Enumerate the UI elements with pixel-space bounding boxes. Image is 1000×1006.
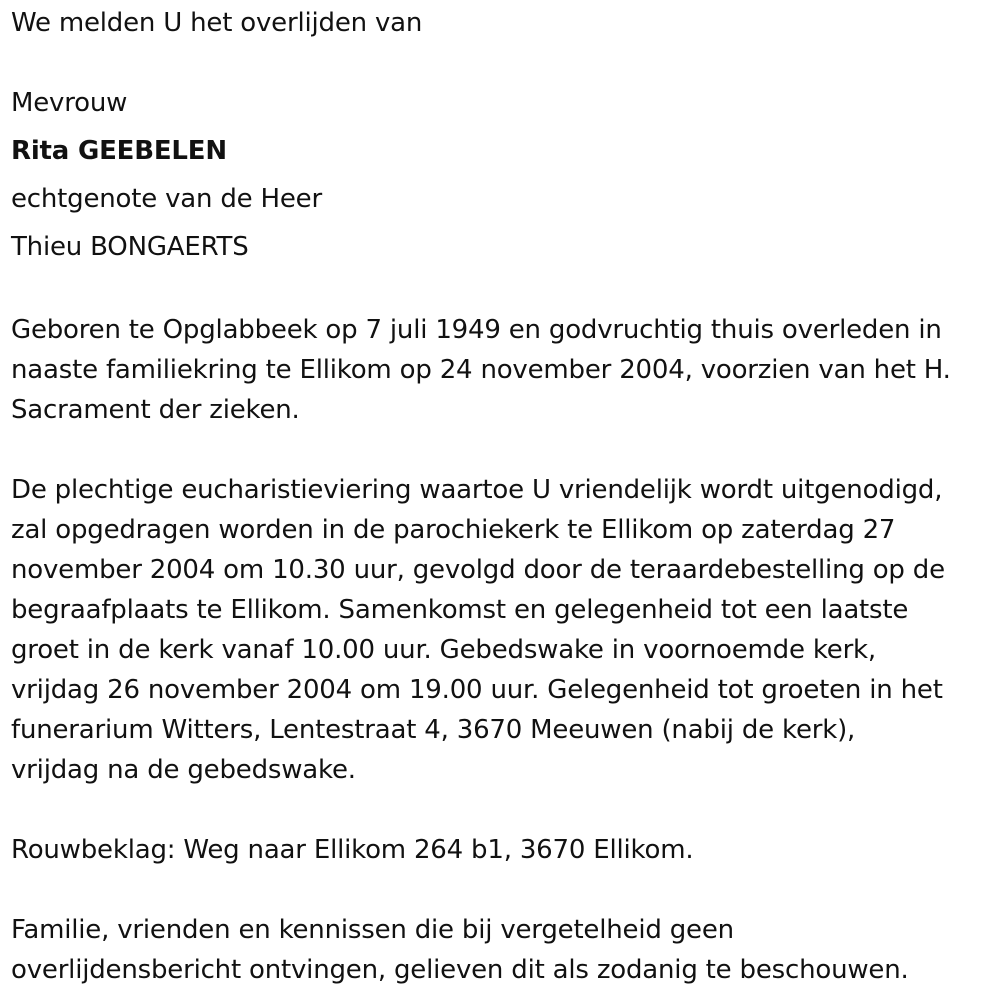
paragraph-line: vrijdag na de gebedswake. [11, 755, 356, 785]
paragraph-line: Familie, vrienden en kennissen die bij vergetelheid geen [11, 915, 734, 945]
spouse-name: Thieu BONGAERTS [11, 232, 249, 262]
paragraph-line: funerarium Witters, Lentestraat 4, 3670 Meeuwen (nabij de kerk), [11, 715, 856, 745]
birth-death-paragraph [11, 310, 996, 430]
title-line: Mevrouw [11, 88, 128, 118]
family-note-paragraph [11, 910, 996, 990]
paragraph-line: vrijdag 26 november 2004 om 19.00 uur. Gelegenheid tot groeten in het [11, 675, 943, 705]
paragraph-line: overlijdensbericht ontvingen, gelieven dit als zodanig te beschouwen. [11, 955, 909, 985]
paragraph-line: De plechtige eucharistieviering waartoe U vriendelijk wordt uitgenodigd, [11, 475, 943, 505]
intro-line: We melden U het overlijden van [11, 8, 423, 38]
paragraph-line: begraafplaats te Ellikom. Samenkomst en gelegenheid tot een laatste [11, 595, 909, 625]
ceremony-paragraph [11, 470, 996, 790]
spouse-label: echtgenote van de Heer [11, 184, 322, 214]
deceased-name: Rita GEEBELEN [11, 136, 227, 166]
paragraph-line: groet in de kerk vanaf 10.00 uur. Gebedswake in voornoemde kerk, [11, 635, 876, 665]
condolence-address: Rouwbeklag: Weg naar Ellikom 264 b1, 3670 Ellikom. [11, 835, 694, 865]
paragraph-line: naaste familiekring te Ellikom op 24 november 2004, voorzien van het H. [11, 355, 951, 385]
paragraph-line: Geboren te Opglabbeek op 7 juli 1949 en godvruchtig thuis overleden in [11, 315, 942, 345]
paragraph-line: Sacrament der zieken. [11, 395, 300, 425]
paragraph-line: november 2004 om 10.30 uur, gevolgd door de teraardebestelling op de [11, 555, 945, 585]
condolence-paragraph [11, 830, 996, 870]
paragraph-line: zal opgedragen worden in de parochiekerk te Ellikom op zaterdag 27 [11, 515, 896, 545]
